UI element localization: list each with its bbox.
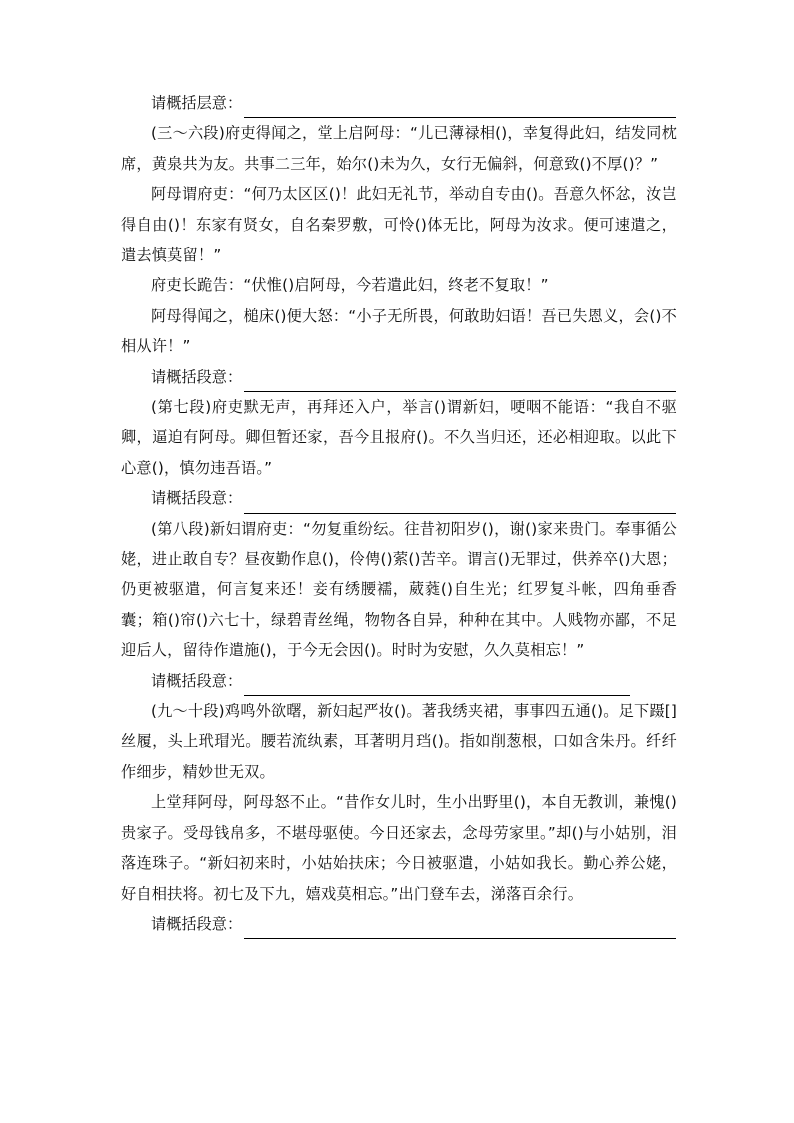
paragraph-farewell: 上堂拜阿母，阿母怒不止。“昔作女儿时，生小出野里()，本自无教训，兼愧()贵家子。受母钱帛多，不堪母驱使。今日还家去，念母劳家里。”却()与小姑别，泪落连珠子。“新妇初来时，小姑始扶床；今日被驱遣，小姑如我长。勤心养公姥，好自相扶将。初七及下九，嬉戏莫相忘。”出门登车去，涕落百余行。 [121,793,677,903]
summary-prompt-layer [121,88,677,118]
summary-prompt-para [121,362,677,392]
prompt-label: 请概括层意： [151,93,243,112]
paragraph-mother-angry: 阿母得闻之，槌床()便大怒：“小子无所畏，何敢助妇语！吾已失恩义，会()不相从许！” [121,306,677,356]
paragraph-3-6: (三～六段)府吏得闻之，堂上启阿母：“儿已薄禄相()，幸复得此妇，结发同枕席，黄泉共为友。共事二三年，始尔()未为久，女行无偏斜，何意致()不厚()？” [121,124,677,173]
prompt-label: 请概括段意： [151,914,243,933]
paragraph-clerk-kneels: 府吏长跪告：“伏惟()启阿母，今若遣此妇，终老不复取！” [151,276,549,295]
paragraph-mother-reply: 阿母谓府吏：“何乃太区区()！此妇无礼节，举动自专由()。吾意久怀忿，汝岂得自由()！东家有贤女，自名秦罗敷，可怜()体无比，阿母为汝求。便可速遣之，遣去慎莫留！” [121,185,677,265]
answer-line[interactable] [244,916,676,939]
document-page [121,88,677,939]
paragraph-8: (第八段)新妇谓府吏：“勿复重纷纭。往昔初阳岁()，谢()家来贵门。奉事循公姥，进止敢自专？昼夜勤作息()，伶俜()萦()苦辛。谓言()无罪过，供养卒()大恩；仍更被驱遣，何言复来还！妾有绣腰襦，葳蕤()自生光；红罗复斗帐，四角垂香囊；箱()帘()六七十，绿碧青丝绳，物物各自异，种种在其中。人贱物亦鄙，不足迎后人，留待作遣施()，于今无会因()。时时为安慰，久久莫相忘！” [121,519,677,660]
paragraph-9-10: (九～十段)鸡鸣外欲曙，新妇起严妆()。著我绣夹裙，事事四五通()。足下蹑[]丝履，头上玳瑁光。腰若流纨素，耳著明月珰()。指如削葱根，口如含朱丹。纤纤作细步，精妙世无双。 [121,702,678,781]
answer-line[interactable] [244,491,676,514]
paragraph-7: (第七段)府吏默无声，再拜还入户，举言()谓新妇，哽咽不能语：“我自不驱卿，逼迫有阿母。卿但暂还家，吾今且报府()。不久当归还，还必相迎取。以此下心意()，慎勿违吾语。” [121,398,677,477]
summary-prompt-para [121,666,677,696]
answer-line[interactable] [244,673,630,696]
prompt-label: 请概括段意： [151,489,243,508]
prompt-label: 请概括段意： [151,367,243,386]
summary-prompt-para [121,909,677,939]
answer-line[interactable] [244,369,676,392]
prompt-label: 请概括段意： [151,671,243,690]
summary-prompt-para [121,483,677,513]
answer-line[interactable] [244,95,676,118]
